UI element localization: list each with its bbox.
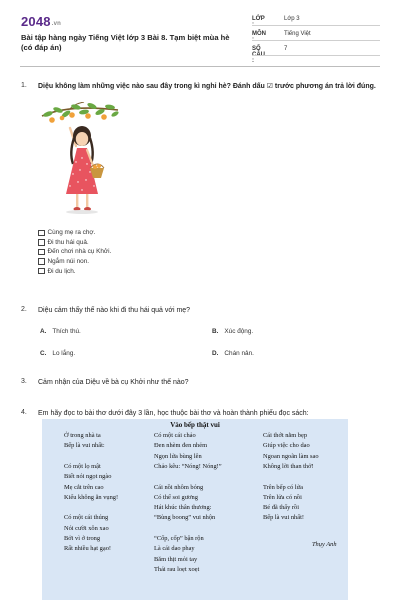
poem-line: Có một cái thúng — [64, 514, 109, 522]
question-1-options — [38, 228, 111, 276]
question-3-text: Cảm nhận của Diệu về bà cụ Khởi như thế nào? — [38, 379, 189, 386]
poem-line: Ở trong nhà ta — [64, 432, 101, 439]
poem-author: Thụy Anh — [312, 541, 337, 548]
meta-count-label: SỐ : — [252, 46, 261, 64]
checkbox[interactable] — [38, 230, 45, 237]
question-2-number: 2. — [21, 306, 27, 313]
divider — [252, 40, 380, 41]
question-1-number: 1. — [21, 82, 27, 89]
poem-line: Có một cái chảo — [154, 432, 196, 439]
poem-line: Không lời than thở! — [263, 462, 314, 470]
meta-count-value: 7 — [284, 46, 288, 52]
checkbox[interactable] — [38, 258, 45, 265]
girl-picking-fruit-illustration — [40, 102, 120, 216]
poem-line: Thái rau loẹt xoẹt — [154, 565, 200, 573]
document-title: Bài tập hàng ngày Tiếng Việt lớp 3 Bài 8. Tạm biệt mùa hè (có đáp án) — [21, 33, 230, 52]
meta-subject-label: MÔN — [252, 31, 266, 37]
document-header — [0, 0, 400, 68]
poem-line: Băm thịt mỏi tay — [154, 555, 198, 563]
meta-subject-value: Tiếng Việt — [284, 31, 311, 37]
poem-line: Bếp là vui nhất! — [263, 514, 304, 522]
poem-line: Biết nói ngọt ngào — [64, 473, 112, 481]
poem-line: Ngoan ngoãn làm sao — [263, 452, 319, 460]
checkbox[interactable] — [38, 249, 45, 256]
poem-line: Trên lửa có nồi — [263, 493, 302, 501]
poem-line: Hát khúc thân thương: — [154, 504, 212, 512]
poem-box — [42, 419, 348, 600]
poem-line: Có thể soi gương — [154, 493, 198, 501]
choice-c[interactable]: C. Lo lắng. — [40, 350, 76, 357]
question-3-number: 3. — [21, 378, 27, 385]
poem-line: Mẹ cắt trên cao — [64, 483, 104, 491]
option-item[interactable]: Ngắm núi non. — [38, 257, 111, 267]
question-1-text: Diệu không làm những việc nào sau đây trong kì nghỉ hè? Đánh dấu ☑ trước phương án trả lời đúng. — [38, 83, 376, 90]
poem-line: “Bùng boong” vui nhộn — [154, 514, 216, 522]
checkbox[interactable] — [38, 268, 45, 275]
option-item[interactable]: Đi du lịch. — [38, 266, 111, 276]
poem-line: Kiểu không ăn vụng! — [64, 493, 119, 501]
divider — [252, 55, 380, 56]
poem-line: Đen nhèm đen nhẻm — [154, 442, 208, 450]
poem-line: Là cái dao phay — [154, 545, 195, 553]
poem-line: “Cốp, cốp” bận rộn — [154, 535, 204, 542]
option-item[interactable]: Đến chơi nhà cụ Khởi. — [38, 247, 111, 257]
poem-line: Cái nồi nhôm bóng — [154, 483, 204, 491]
poem-line: Bé đã thấy rồi — [263, 504, 300, 512]
question-2-text: Diệu cảm thấy thế nào khi đi thu hái quả với mẹ? — [38, 307, 191, 314]
poem-line: Chảo kêu: “Nóng! Nóng!” — [154, 462, 222, 470]
meta-grade-value: Lớp 3 — [284, 16, 300, 22]
option-item[interactable]: Đi thu hái quả. — [38, 238, 111, 248]
poem-line: Bếp là vui nhất: — [64, 442, 105, 450]
site-logo[interactable]: 2048.vn — [21, 14, 62, 29]
choice-d[interactable]: D. Chán nản. — [212, 350, 254, 357]
poem-line: Bởi vì ở trong — [64, 535, 101, 542]
meta-grade-label: LỚP — [252, 16, 265, 22]
poem-line: Có một lọ mật — [64, 462, 101, 470]
choice-b[interactable]: B. Xúc động. — [212, 328, 254, 335]
checkbox[interactable] — [38, 239, 45, 246]
header-divider — [20, 66, 380, 67]
poem-title: Vào bếp thật vui — [170, 421, 220, 429]
poem-line: Ngọn lửa bùng lên — [154, 452, 202, 460]
divider — [252, 25, 380, 26]
question-4-number: 4. — [21, 409, 27, 416]
poem-line: Cái thớt nằm bẹp — [263, 432, 308, 439]
poem-line: Rất nhiều hạt gạo! — [64, 545, 112, 553]
poem-line: Giúp việc cho dao — [263, 442, 310, 450]
option-item[interactable]: Cùng mẹ ra chợ. — [38, 228, 111, 238]
question-4-text: Em hãy đọc to bài thơ dưới đây 3 lần, học thuộc bài thơ và hoàn thành phiếu đọc sách: — [38, 410, 309, 417]
poem-line: Nói cười xôn xao — [64, 524, 109, 532]
poem-line: Trên bếp có lửa — [263, 483, 303, 491]
choice-a[interactable]: A. Thích thú. — [40, 328, 81, 335]
